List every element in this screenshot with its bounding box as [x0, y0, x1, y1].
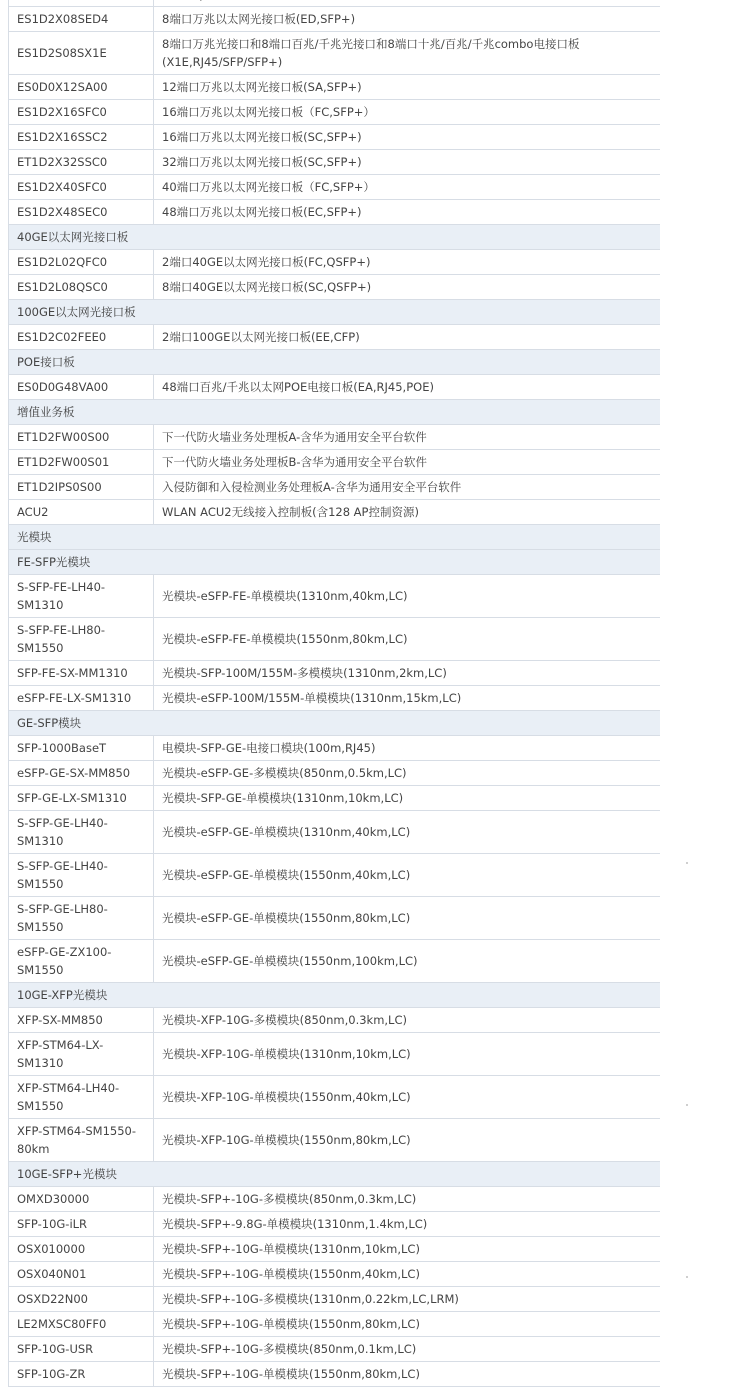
part-number-cell: OSX010000	[8, 1237, 154, 1261]
section-header-row	[8, 400, 660, 425]
description-cell: 光模块-SFP-GE-单模模块(1310nm,10km,LC)	[162, 791, 404, 805]
part-number-cell: XFP-STM64-LX- SM1310	[8, 1033, 154, 1075]
part-number-cell: SFP-FE-SX-MM1310	[8, 661, 154, 685]
description-cell: 入侵防御和入侵检测业务处理板A-含华为通用安全平台软件	[162, 480, 462, 494]
table-row	[8, 1312, 660, 1337]
description-cell: 光模块-SFP+-10G-多模模块(1310nm,0.22km,LC,LRM)	[162, 1292, 459, 1306]
part-number-cell: ES0D0X12SA00	[8, 75, 154, 99]
part-number-cell: XFP-STM64-LH40- SM1550	[8, 1076, 154, 1118]
table-row	[8, 1287, 660, 1312]
table-row	[8, 575, 660, 618]
description-cell: 光模块-SFP+-10G-单模模块(1550nm,80km,LC)	[162, 1367, 420, 1381]
part-number-cell: ES1D2L02QFC0	[8, 250, 154, 274]
description-cell	[154, 0, 660, 6]
part-number-cell: SFP-10G-USR	[8, 1337, 154, 1361]
section-title: 光模块	[8, 525, 660, 549]
table-row	[8, 7, 660, 32]
description-cell: 40端口万兆以太网光接口板（FC,SFP+）	[162, 180, 375, 194]
part-number-cell	[8, 0, 154, 6]
table-row	[8, 325, 660, 350]
description-cell: 光模块-SFP+-10G-单模模块(1550nm,40km,LC)	[162, 1267, 420, 1281]
description-cell: 48端口百兆/千兆以太网POE电接口板(EA,RJ45,POE)	[162, 380, 434, 394]
table-row	[8, 75, 660, 100]
section-title: 40GE以太网光接口板	[8, 225, 660, 249]
table-row	[8, 450, 660, 475]
part-number-cell: ET1D2X32SSC0	[8, 150, 154, 174]
part-number-cell: ACU2	[8, 500, 154, 524]
part-number-cell: S-SFP-FE-LH40- SM1310	[8, 575, 154, 617]
table-row	[8, 736, 660, 761]
section-title: FE-SFP光模块	[8, 550, 660, 574]
table-row	[8, 1237, 660, 1262]
description-cell: 光模块-eSFP-GE-单模模块(1550nm,100km,LC)	[162, 954, 418, 968]
part-number-cell: S-SFP-GE-LH40- SM1550	[8, 854, 154, 896]
description-cell: 32端口万兆以太网光接口板(SC,SFP+)	[162, 155, 362, 169]
part-number-cell: eSFP-GE-SX-MM850	[8, 761, 154, 785]
part-number-cell: S-SFP-GE-LH40- SM1310	[8, 811, 154, 853]
scroll-marker	[686, 862, 688, 864]
description-cell: 光模块-eSFP-FE-单模模块(1550nm,80km,LC)	[162, 632, 408, 646]
part-number-cell: ES1D2X16SSC2	[8, 125, 154, 149]
part-number-cell: ES1D2X40SFC0	[8, 175, 154, 199]
description-cell: 光模块-XFP-10G-单模模块(1310nm,10km,LC)	[162, 1047, 411, 1061]
description-cell: 光模块-eSFP-100M/155M-单模模块(1310nm,15km,LC)	[162, 691, 462, 705]
part-number-cell: eSFP-FE-LX-SM1310	[8, 686, 154, 710]
description-cell: 8端口万兆以太网光接口板(ED,SFP+)	[162, 12, 356, 26]
description-cell: 光模块-XFP-10G-单模模块(1550nm,40km,LC)	[162, 1090, 411, 1104]
description-cell: 光模块-XFP-10G-单模模块(1550nm,80km,LC)	[162, 1133, 411, 1147]
part-number-cell: LE2MXSC80FF0	[8, 1312, 154, 1336]
table-row	[8, 250, 660, 275]
description-cell: 光模块-SFP+-9.8G-单模模块(1310nm,1.4km,LC)	[162, 1217, 428, 1231]
description-cell: 光模块-eSFP-GE-多模模块(850nm,0.5km,LC)	[162, 766, 407, 780]
part-number-cell: SFP-1000BaseT	[8, 736, 154, 760]
scroll-marker	[686, 1276, 688, 1278]
table-row	[8, 661, 660, 686]
table-row	[8, 125, 660, 150]
section-title: GE-SFP模块	[8, 711, 660, 735]
description-cell: 光模块-eSFP-GE-单模模块(1550nm,80km,LC)	[162, 911, 411, 925]
table-row	[8, 1262, 660, 1287]
description-cell: 48端口万兆以太网光接口板(EC,SFP+)	[162, 205, 362, 219]
part-number-cell: ES1D2X16SFC0	[8, 100, 154, 124]
section-header-row	[8, 350, 660, 375]
section-header-row	[8, 300, 660, 325]
table-row	[8, 1033, 660, 1076]
description-cell: 8端口40GE以太网光接口板(SC,QSFP+)	[162, 280, 372, 294]
part-number-cell: SFP-10G-ZR	[8, 1362, 154, 1386]
part-number-cell: ES1D2L08QSC0	[8, 275, 154, 299]
table-row	[8, 425, 660, 450]
section-header-row	[8, 1162, 660, 1187]
description-cell: 8端口万兆光接口和8端口百兆/千兆光接口和8端口十兆/百兆/千兆combo电接口板 (X1E,RJ45/SFP/SFP+)	[162, 37, 580, 69]
description-cell: 光模块-eSFP-FE-单模模块(1310nm,40km,LC)	[162, 589, 408, 603]
part-number-cell: ES1D2X48SEC0	[8, 200, 154, 224]
table-row	[8, 618, 660, 661]
part-number-cell: ET1D2FW00S01	[8, 450, 154, 474]
section-title: 10GE-XFP光模块	[8, 983, 660, 1007]
part-number-cell: ES1D2X08SED4	[8, 7, 154, 31]
part-number-cell: S-SFP-FE-LH80- SM1550	[8, 618, 154, 660]
part-number-cell: SFP-GE-LX-SM1310	[8, 786, 154, 810]
description-cell: 2端口40GE以太网光接口板(FC,QSFP+)	[162, 255, 371, 269]
table-row	[8, 1008, 660, 1033]
section-header-row	[8, 525, 660, 550]
description-cell: 12端口万兆以太网光接口板(SA,SFP+)	[162, 80, 362, 94]
table-row	[8, 811, 660, 854]
table-row	[8, 200, 660, 225]
table-row	[8, 375, 660, 400]
table-row	[8, 940, 660, 983]
table-row	[8, 1076, 660, 1119]
table-row	[8, 1337, 660, 1362]
section-title: 增值业务板	[8, 400, 660, 424]
description-cell: 光模块-eSFP-GE-单模模块(1310nm,40km,LC)	[162, 825, 411, 839]
table-row	[8, 32, 660, 75]
part-number-cell: OSX040N01	[8, 1262, 154, 1286]
part-number-cell: ES1D2S08SX1E	[8, 32, 154, 74]
part-number-cell: ES0D0G48VA00	[8, 375, 154, 399]
section-title: 100GE以太网光接口板	[8, 300, 660, 324]
table-row	[8, 100, 660, 125]
table-row	[8, 854, 660, 897]
description-cell: 2端口100GE以太网光接口板(EE,CFP)	[162, 330, 360, 344]
table-row	[8, 1119, 660, 1162]
description-cell: 光模块-SFP-100M/155M-多模模块(1310nm,2km,LC)	[162, 666, 447, 680]
description-cell: 光模块-SFP+-10G-单模模块(1310nm,10km,LC)	[162, 1242, 420, 1256]
table-row	[8, 0, 660, 7]
table-row	[8, 175, 660, 200]
part-number-cell: ET1D2FW00S00	[8, 425, 154, 449]
table-row	[8, 150, 660, 175]
part-number-cell: S-SFP-GE-LH80- SM1550	[8, 897, 154, 939]
scroll-marker	[686, 1104, 688, 1106]
part-number-cell: ET1D2IPS0S00	[8, 475, 154, 499]
description-cell: 16端口万兆以太网光接口板(SC,SFP+)	[162, 130, 362, 144]
table-row	[8, 761, 660, 786]
table-row	[8, 1362, 660, 1387]
part-number-cell: SFP-10G-iLR	[8, 1212, 154, 1236]
part-number-cell: eSFP-GE-ZX100- SM1550	[8, 940, 154, 982]
part-number-cell: OMXD30000	[8, 1187, 154, 1211]
section-title: 10GE-SFP+光模块	[8, 1162, 660, 1186]
table-row	[8, 786, 660, 811]
description-cell: 下一代防火墙业务处理板B-含华为通用安全平台软件	[162, 455, 428, 469]
table-row	[8, 475, 660, 500]
section-header-row	[8, 711, 660, 736]
part-number-cell: OSXD22N00	[8, 1287, 154, 1311]
part-number-cell: ES1D2C02FEE0	[8, 325, 154, 349]
table-row	[8, 1212, 660, 1237]
description-cell: 光模块-SFP+-10G-多模模块(850nm,0.1km,LC)	[162, 1342, 417, 1356]
part-number-cell: XFP-STM64-SM1550- 80km	[8, 1119, 154, 1161]
description-cell: 电模块-SFP-GE-电接口模块(100m,RJ45)	[162, 741, 376, 755]
description-cell: 光模块-SFP+-10G-单模模块(1550nm,80km,LC)	[162, 1317, 420, 1331]
description-cell: WLAN ACU2无线接入控制板(含128 AP控制资源)	[162, 505, 419, 519]
table-row	[8, 500, 660, 525]
table-row	[8, 275, 660, 300]
section-header-row	[8, 550, 660, 575]
table-row	[8, 1187, 660, 1212]
description-cell: 光模块-eSFP-GE-单模模块(1550nm,40km,LC)	[162, 868, 411, 882]
section-header-row	[8, 225, 660, 250]
table-row	[8, 897, 660, 940]
description-cell: 16端口万兆以太网光接口板（FC,SFP+）	[162, 105, 375, 119]
table-row	[8, 686, 660, 711]
section-title: POE接口板	[8, 350, 660, 374]
description-cell: 光模块-SFP+-10G-多模模块(850nm,0.3km,LC)	[162, 1192, 417, 1206]
part-number-cell: XFP-SX-MM850	[8, 1008, 154, 1032]
section-header-row	[8, 983, 660, 1008]
description-cell: 下一代防火墙业务处理板A-含华为通用安全平台软件	[162, 430, 427, 444]
description-cell: 光模块-XFP-10G-多模模块(850nm,0.3km,LC)	[162, 1013, 407, 1027]
